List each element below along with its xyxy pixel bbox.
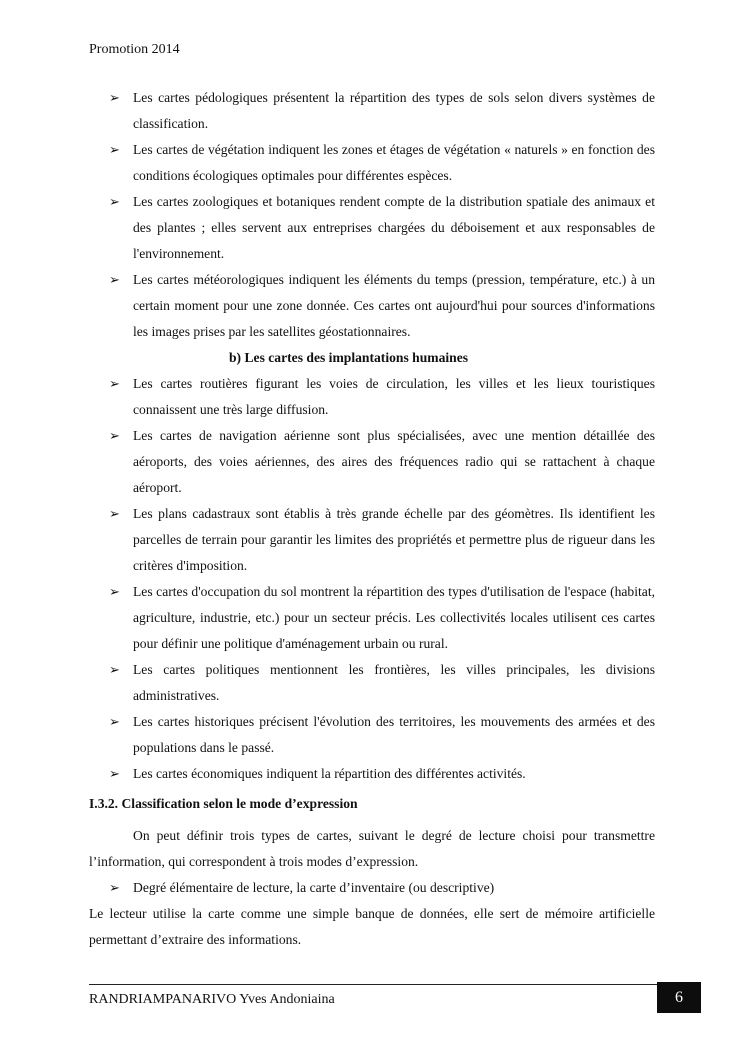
list-item-text: Les cartes économiques indiquent la répartition des différentes activités. [133, 766, 526, 781]
list-item-text: Les cartes historiques précisent l'évolution des territoires, les mouvements des armées et des populations dans le passé. [133, 714, 655, 755]
list-item-text: Les cartes météorologiques indiquent les éléments du temps (pression, température, etc.) à un certain moment pour une zone donnée. Ces cartes ont aujourd'hui pour sources d'informations les images prises par les satellites géostationnaires. [133, 272, 655, 339]
arrow-bullet-icon: ➢ [109, 194, 120, 209]
list-item [89, 189, 655, 267]
list-item-text: Les cartes de navigation aérienne sont plus spécialisées, avec une mention détaillée des aéroports, des voies aériennes, des aires des fréquences radio qui se rattachent à chaque aéroport. [133, 428, 655, 495]
subsection-heading: b) Les cartes des implantations humaines [229, 350, 469, 365]
list-item-text: Les cartes d'occupation du sol montrent la répartition des types d'utilisation de l'espace (habitat, agriculture, industrie, etc.) pour un secteur précis. Les collectivités locales utilisent ces cartes pour définir une politique d'aménagement urbain ou rural. [133, 584, 655, 651]
page-header: Promotion 2014 [89, 42, 180, 57]
page-number: 6 [657, 982, 701, 1013]
list-item [89, 267, 655, 345]
footer-divider [89, 984, 701, 985]
arrow-bullet-icon: ➢ [109, 506, 120, 521]
document-body [89, 85, 655, 953]
list-item [89, 709, 655, 761]
intro-paragraph: On peut définir trois types de cartes, suivant le degré de lecture choisi pour transmettre l’information, qui correspondent à trois modes d’expression. [89, 828, 655, 869]
list-item-text: Les cartes pédologiques présentent la répartition des types de sols selon divers systèmes de classification. [133, 90, 655, 131]
list-item-text: Les cartes routières figurant les voies de circulation, les villes et les lieux touristiques connaissent une très large diffusion. [133, 376, 655, 417]
list-item [89, 761, 655, 787]
arrow-bullet-icon: ➢ [109, 272, 120, 287]
list-item [89, 501, 655, 579]
list-item [89, 875, 655, 901]
arrow-bullet-icon: ➢ [109, 880, 120, 895]
arrow-bullet-icon: ➢ [109, 428, 120, 443]
arrow-bullet-icon: ➢ [109, 376, 120, 391]
list-item [89, 657, 655, 709]
arrow-bullet-icon: ➢ [109, 766, 120, 781]
closing-paragraph: Le lecteur utilise la carte comme une simple banque de données, elle sert de mémoire artificielle permettant d’extraire des informations. [89, 906, 655, 947]
list-item [89, 423, 655, 501]
list-item-text: Degré élémentaire de lecture, la carte d’inventaire (ou descriptive) [133, 880, 495, 895]
list-item-text: Les plans cadastraux sont établis à très grande échelle par des géomètres. Ils identifient les parcelles de terrain pour garantir les limites des propriétés et permettre plus de rigueur dans les critères d'imposition. [133, 506, 655, 573]
arrow-bullet-icon: ➢ [109, 142, 120, 157]
section-heading: I.3.2. Classification selon le mode d’expression [89, 796, 358, 811]
arrow-bullet-icon: ➢ [109, 584, 120, 599]
footer-author: RANDRIAMPANARIVO Yves Andoniaina [89, 992, 335, 1007]
list-item-text: Les cartes de végétation indiquent les zones et étages de végétation « naturels » en fonction des conditions écologiques optimales pour différentes espèces. [133, 142, 655, 183]
list-item-text: Les cartes zoologiques et botaniques rendent compte de la distribution spatiale des animaux et des plantes ; elles servent aux entreprises chargées du déboisement et aux responsables de l'environnement. [133, 194, 655, 261]
list-item-text: Les cartes politiques mentionnent les frontières, les villes principales, les divisions administratives. [133, 662, 655, 703]
list-item [89, 137, 655, 189]
list-item [89, 85, 655, 137]
arrow-bullet-icon: ➢ [109, 714, 120, 729]
list-item [89, 371, 655, 423]
list-item [89, 579, 655, 657]
arrow-bullet-icon: ➢ [109, 90, 120, 105]
arrow-bullet-icon: ➢ [109, 662, 120, 677]
